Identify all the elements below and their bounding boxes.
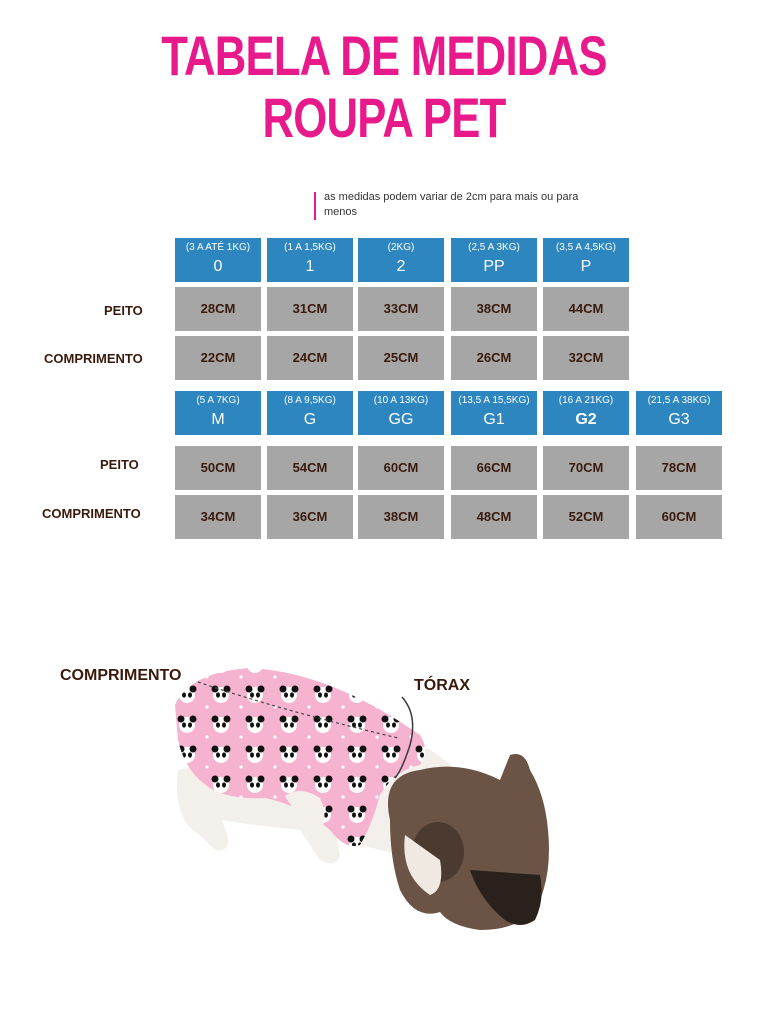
peito-cell: 54CM (267, 446, 353, 490)
peito-cell: 38CM (451, 287, 537, 331)
size-header-1 (267, 238, 353, 282)
row-label-comprimento: COMPRIMENTO (42, 506, 141, 521)
size-code: 1 (305, 258, 315, 275)
row-label-comprimento: COMPRIMENTO (44, 351, 143, 366)
comprimento-cell: 34CM (175, 495, 261, 539)
weight-range: (3 A ATÉ 1KG) (185, 242, 251, 253)
dog-illustration (0, 620, 768, 1020)
peito-cell: 33CM (358, 287, 444, 331)
size-header-p (543, 238, 629, 282)
size-code: M (211, 411, 225, 428)
comprimento-cell: 60CM (636, 495, 722, 539)
peito-cell: 70CM (543, 446, 629, 490)
note-divider (314, 192, 316, 220)
weight-range: (3,5 A 4,5KG) (555, 242, 617, 253)
comprimento-cell: 52CM (543, 495, 629, 539)
page-title-line1: TABELA DE MEDIDAS (161, 24, 607, 87)
weight-range: (16 A 21KG) (558, 395, 614, 406)
comprimento-cell: 32CM (543, 336, 629, 380)
comprimento-cell: 22CM (175, 336, 261, 380)
weight-range: (1 A 1,5KG) (284, 242, 336, 253)
row-label-peito: PEITO (100, 457, 139, 472)
size-code: 0 (213, 258, 223, 275)
row-label-peito: PEITO (104, 303, 143, 318)
peito-cell: 78CM (636, 446, 722, 490)
size-code: PP (483, 258, 505, 275)
comprimento-cell: 25CM (358, 336, 444, 380)
weight-range: (5 A 7KG) (196, 395, 240, 406)
size-header-g (267, 391, 353, 435)
size-code: 2 (396, 258, 406, 275)
comprimento-cell: 26CM (451, 336, 537, 380)
size-code: G3 (668, 411, 690, 428)
size-code: G2 (575, 411, 597, 428)
size-header-g1 (451, 391, 537, 435)
comprimento-cell: 48CM (451, 495, 537, 539)
size-header-g2 (543, 391, 629, 435)
size-header-m (175, 391, 261, 435)
comprimento-cell: 38CM (358, 495, 444, 539)
size-code: GG (388, 411, 414, 428)
peito-cell: 31CM (267, 287, 353, 331)
size-header-g3 (636, 391, 722, 435)
page-title-line2: ROUPA PET (262, 86, 506, 149)
size-code: G1 (483, 411, 505, 428)
size-header-0 (175, 238, 261, 282)
weight-range: (13,5 A 15,5KG) (458, 395, 530, 406)
weight-range: (8 A 9,5KG) (284, 395, 336, 406)
comprimento-cell: 24CM (267, 336, 353, 380)
weight-range: (2,5 A 3KG) (468, 242, 520, 253)
peito-cell: 28CM (175, 287, 261, 331)
size-header-gg (358, 391, 444, 435)
measurement-note: as medidas podem variar de 2cm para mais ou para menos (324, 191, 579, 218)
peito-cell: 50CM (175, 446, 261, 490)
diagram-label-comprimento: COMPRIMENTO (60, 667, 182, 684)
size-header-pp (451, 238, 537, 282)
weight-range: (10 A 13KG) (373, 395, 429, 406)
weight-range: (21,5 A 38KG) (647, 395, 711, 406)
weight-range: (2KG) (387, 242, 415, 253)
size-code: P (580, 258, 592, 275)
peito-cell: 44CM (543, 287, 629, 331)
size-header-2 (358, 238, 444, 282)
comprimento-cell: 36CM (267, 495, 353, 539)
size-code: G (303, 411, 317, 428)
peito-cell: 60CM (358, 446, 444, 490)
peito-cell: 66CM (451, 446, 537, 490)
diagram-label-torax: TÓRAX (414, 677, 470, 694)
